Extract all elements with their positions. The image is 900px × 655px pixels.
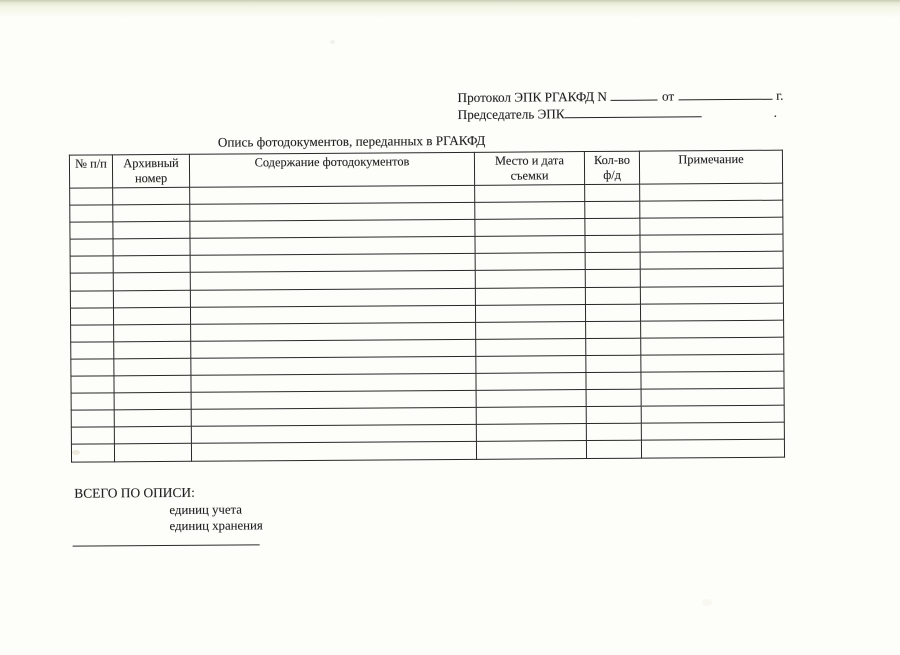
table-cell — [70, 308, 113, 325]
table-cell — [641, 405, 784, 423]
table-cell — [585, 184, 640, 201]
table-cell — [585, 287, 640, 304]
table-cell — [113, 290, 190, 308]
table-cell — [71, 359, 114, 376]
table-cell — [114, 427, 191, 445]
column-header-place-date: Место и дата съемки — [474, 152, 584, 186]
table-cell — [476, 338, 586, 356]
chairman-line-period: . — [773, 104, 777, 120]
totals-signature-line — [73, 544, 260, 546]
table-cell — [113, 256, 190, 274]
table-cell — [476, 373, 586, 391]
protocol-number-blank-line — [611, 89, 658, 101]
totals-units-of-accounting: единиц учета — [169, 502, 242, 517]
table-cell — [191, 322, 476, 341]
protocol-block — [457, 87, 783, 123]
table-cell — [641, 354, 784, 372]
table-cell — [114, 444, 191, 462]
inventory-table-body — [70, 183, 785, 461]
table-cell — [476, 390, 586, 408]
table-cell — [641, 388, 784, 406]
column-header-photo-content: Содержание фотодокументов — [189, 152, 474, 187]
table-cell — [641, 337, 784, 355]
table-cell — [113, 222, 190, 240]
table-cell — [586, 389, 641, 406]
table-cell — [191, 425, 476, 444]
table-cell — [114, 324, 191, 342]
table-cell — [113, 204, 190, 222]
table-cell — [475, 219, 585, 237]
table-cell — [191, 373, 476, 392]
table-cell — [71, 393, 114, 410]
table-cell — [71, 342, 114, 359]
table-cell — [640, 234, 783, 252]
table-cell — [114, 375, 191, 393]
table-cell — [586, 423, 641, 440]
table-cell — [475, 236, 585, 254]
table-cell — [586, 338, 641, 355]
protocol-line-2 — [458, 104, 784, 123]
table-cell — [191, 356, 476, 375]
table-cell — [70, 290, 113, 307]
table-cell — [70, 273, 113, 290]
column-header-index-number: № п/п — [69, 155, 112, 188]
table-cell — [475, 202, 585, 220]
table-cell — [71, 376, 114, 393]
table-cell — [641, 440, 784, 458]
table-cell — [114, 341, 191, 359]
table-cell — [476, 355, 586, 373]
table-cell — [70, 205, 113, 222]
table-cell — [586, 406, 641, 423]
table-cell — [586, 372, 641, 389]
inventory-table — [69, 150, 785, 462]
table-row — [71, 440, 784, 462]
table-cell — [586, 321, 641, 338]
table-cell — [475, 287, 585, 305]
table-cell — [640, 200, 783, 218]
table-cell — [71, 410, 114, 427]
table-cell — [475, 253, 585, 271]
chairman-label: Председатель ЭПК — [457, 106, 565, 122]
table-cell — [70, 222, 113, 239]
totals-label: ВСЕГО ПО ОПИСИ: — [74, 484, 195, 501]
protocol-date-preposition: от — [661, 88, 675, 104]
table-cell — [113, 273, 190, 291]
table-cell — [640, 252, 783, 270]
table-cell — [113, 239, 190, 257]
table-cell — [113, 187, 190, 205]
table-cell — [191, 390, 476, 409]
table-cell — [585, 304, 640, 321]
table-cell — [113, 307, 190, 325]
table-cell — [640, 303, 783, 321]
table-cell — [190, 202, 475, 221]
table-cell — [190, 288, 475, 307]
table-header-row — [69, 150, 782, 188]
table-cell — [191, 339, 476, 358]
table-cell — [641, 422, 784, 440]
table-cell — [586, 441, 641, 458]
table-cell — [640, 183, 783, 201]
table-cell — [190, 271, 475, 290]
table-cell — [475, 304, 585, 322]
table-cell — [114, 410, 191, 428]
table-cell — [585, 218, 640, 235]
table-cell — [640, 217, 783, 235]
protocol-number-label: Протокол ЭПК РГАКФД N — [457, 88, 607, 105]
inventory-title: Опись фотодокументов, переданных в РГАКФД — [217, 132, 486, 150]
table-cell — [640, 286, 783, 304]
table-cell — [70, 188, 113, 205]
table-cell — [191, 442, 476, 461]
chairman-signature-blank-line — [565, 105, 702, 118]
table-cell — [586, 355, 641, 372]
table-cell — [71, 444, 114, 461]
column-header-quantity: Кол-во ф/д — [584, 151, 639, 184]
table-cell — [190, 185, 475, 204]
table-cell — [475, 270, 585, 288]
table-cell — [476, 321, 586, 339]
table-cell — [585, 253, 640, 270]
table-cell — [585, 235, 640, 252]
totals-units-of-storage: единиц хранения — [169, 518, 263, 533]
table-cell — [190, 220, 475, 239]
column-header-archive-number: Архивный номер — [112, 154, 189, 188]
table-cell — [585, 270, 640, 287]
table-cell — [475, 185, 585, 203]
table-cell — [585, 201, 640, 218]
table-cell — [476, 441, 586, 459]
table-cell — [476, 424, 586, 442]
table-cell — [70, 256, 113, 273]
table-cell — [114, 392, 191, 410]
table-cell — [71, 427, 114, 444]
table-cell — [190, 254, 475, 273]
table-cell — [641, 371, 784, 389]
protocol-year-label: г. — [776, 87, 784, 103]
table-cell — [476, 407, 586, 425]
table-cell — [190, 305, 475, 324]
protocol-date-blank-line — [678, 88, 772, 101]
table-cell — [190, 237, 475, 256]
table-cell — [191, 408, 476, 427]
table-cell — [641, 320, 784, 338]
table-cell — [70, 239, 113, 256]
table-cell — [114, 358, 191, 376]
table-cell — [71, 325, 114, 342]
column-header-note: Примечание — [639, 150, 782, 184]
table-cell — [640, 269, 783, 287]
